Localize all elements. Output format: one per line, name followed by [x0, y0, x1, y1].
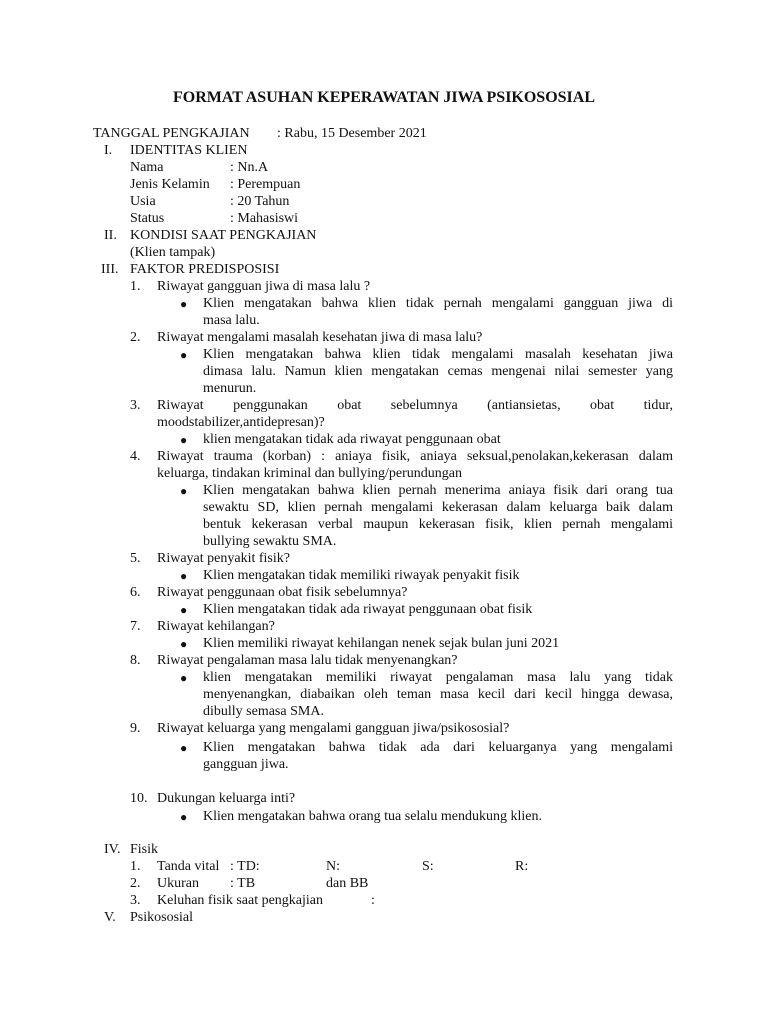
bullet-dot-icon: ●: [180, 810, 188, 824]
n-label: N:: [326, 859, 340, 874]
document-title: FORMAT ASUHAN KEPERAWATAN JIWA PSIKOSOSIAL: [173, 89, 595, 106]
answer-10-line-1: Klien mengatakan bahwa orang tua selalu mendukung klien.: [203, 809, 543, 824]
section-num-3: III.: [101, 262, 119, 277]
question-6: Riwayat penggunaan obat fisik sebelumnya?: [157, 585, 408, 600]
answer-4-line-3: bentuk kekerasan verbal maupun kekerasan fisik, klien pernah mengalami: [203, 517, 673, 532]
section-num-2: II.: [104, 228, 117, 243]
bullet-dot-icon: ●: [180, 671, 188, 685]
fisik-num-1: 1.: [130, 859, 141, 874]
answer-9-line-2: gangguan jiwa.: [203, 757, 289, 772]
question-9: Riwayat keluarga yang mengalami gangguan jiwa/psikososial?: [157, 721, 510, 736]
answer-4-line-1: Klien mengatakan bahwa klien pernah menerima aniaya fisik dari orang tua: [203, 483, 673, 498]
section-num-4: IV.: [104, 842, 121, 857]
section-heading-kondisi: KONDISI SAAT PENGKAJIAN: [130, 228, 317, 243]
usia-label: Usia: [130, 194, 156, 209]
answer-1-line-1: Klien mengatakan bahwa klien tidak pernah mengalami gangguan jiwa di: [203, 296, 673, 311]
bullet-dot-icon: ●: [180, 348, 188, 362]
bullet-dot-icon: ●: [180, 603, 188, 617]
s-label: S:: [422, 859, 434, 874]
answer-8-line-3: dibully semasa SMA.: [203, 704, 324, 719]
keluhan-colon: :: [371, 893, 375, 908]
bullet-dot-icon: ●: [180, 297, 188, 311]
bullet-dot-icon: ●: [180, 637, 188, 651]
question-num-7: 7.: [130, 619, 141, 634]
kondisi-text: (Klien tampak): [130, 245, 216, 260]
usia-value: : 20 Tahun: [230, 194, 290, 209]
tanggal-label: TANGGAL PENGKAJIAN: [93, 126, 250, 141]
question-num-5: 5.: [130, 551, 141, 566]
fisik-num-2: 2.: [130, 876, 141, 891]
question-4-line-1: Riwayat trauma (korban) : aniaya fisik, aniaya seksual,penolakan,kekerasan dalam: [157, 449, 673, 464]
ukuran-label: Ukuran: [157, 876, 199, 891]
answer-5-line-1: Klien mengatakan tidak memiliki riwayak penyakit fisik: [203, 568, 520, 583]
bullet-dot-icon: ●: [180, 569, 188, 583]
section-heading-faktor: FAKTOR PREDISPOSISI: [130, 262, 280, 277]
question-num-10: 10.: [130, 791, 148, 806]
answer-1-line-2: masa lalu.: [203, 313, 260, 328]
answer-4-line-2: sewaktu SD, klien pernah mengalami kekerasan dalam keluarga baik dalam: [203, 500, 673, 515]
answer-3-line-1: klien mengatakan tidak ada riwayat penggunaan obat: [203, 432, 501, 447]
answer-4-line-4: bullying sewaktu SMA.: [203, 534, 337, 549]
nama-value: : Nn.A: [230, 160, 269, 175]
question-5: Riwayat penyakit fisik?: [157, 551, 290, 566]
question-num-1: 1.: [130, 279, 141, 294]
answer-7-line-1: Klien memiliki riwayat kehilangan nenek sejak bulan juni 2021: [203, 636, 560, 651]
answer-8-line-2: menyenangkan, diabaikan oleh teman masa kecil dari kecil hingga dewasa,: [203, 687, 673, 702]
question-3-line-2: moodstabilizer,antidepresan)?: [157, 415, 325, 430]
tanggal-value: : Rabu, 15 Desember 2021: [277, 126, 427, 141]
bullet-dot-icon: ●: [180, 484, 188, 498]
status-value: : Mahasiswi: [230, 211, 299, 226]
bb-label: dan BB: [326, 876, 369, 891]
section-num-1: I.: [104, 143, 113, 158]
answer-8-line-1: klien mengatakan memiliki riwayat pengalaman masa lalu yang tidak: [203, 670, 673, 685]
r-label: R:: [515, 859, 529, 874]
answer-2-line-2: dimasa lalu. Namun klien mengatakan cemas mengenai nilai semester yang: [203, 364, 673, 379]
answer-6-line-1: Klien mengatakan tidak ada riwayat penggunaan obat fisik: [203, 602, 533, 617]
question-num-6: 6.: [130, 585, 141, 600]
jenis-kelamin-label: Jenis Kelamin: [130, 177, 210, 192]
answer-9-line-1: Klien mengatakan bahwa tidak ada dari keluarganya yang mengalami: [203, 740, 673, 755]
question-4-line-2: keluarga, tindakan kriminal dan bullying/perundungan: [157, 466, 462, 481]
section-heading-psikososial: Psikososial: [130, 910, 194, 925]
bullet-dot-icon: ●: [180, 741, 188, 755]
fisik-num-3: 3.: [130, 893, 141, 908]
question-num-4: 4.: [130, 449, 141, 464]
status-label: Status: [130, 211, 165, 226]
question-2: Riwayat mengalami masalah kesehatan jiwa di masa lalu?: [157, 330, 483, 345]
question-num-8: 8.: [130, 653, 141, 668]
td-label: : TD:: [230, 859, 260, 874]
answer-2-line-3: menurun.: [203, 381, 257, 396]
question-1: Riwayat gangguan jiwa di masa lalu ?: [157, 279, 371, 294]
question-num-3: 3.: [130, 398, 141, 413]
nama-label: Nama: [130, 160, 164, 175]
bullet-dot-icon: ●: [180, 433, 188, 447]
keluhan-label: Keluhan fisik saat pengkajian: [157, 893, 324, 908]
tanda-vital-label: Tanda vital: [157, 859, 220, 874]
question-7: Riwayat kehilangan?: [157, 619, 275, 634]
section-heading-identitas: IDENTITAS KLIEN: [130, 143, 248, 158]
question-num-9: 9.: [130, 721, 141, 736]
section-heading-fisik: Fisik: [130, 842, 159, 857]
question-10: Dukungan keluarga inti?: [157, 791, 296, 806]
section-num-5: V.: [104, 910, 116, 925]
tb-label: : TB: [230, 876, 256, 891]
answer-2-line-1: Klien mengatakan bahwa klien tidak mengalami masalah kesehatan jiwa: [203, 347, 673, 362]
jenis-kelamin-value: : Perempuan: [230, 177, 301, 192]
question-3-line-1: Riwayat penggunakan obat sebelumnya (antiansietas, obat tidur,: [157, 398, 673, 413]
question-num-2: 2.: [130, 330, 141, 345]
question-8: Riwayat pengalaman masa lalu tidak menyenangkan?: [157, 653, 458, 668]
